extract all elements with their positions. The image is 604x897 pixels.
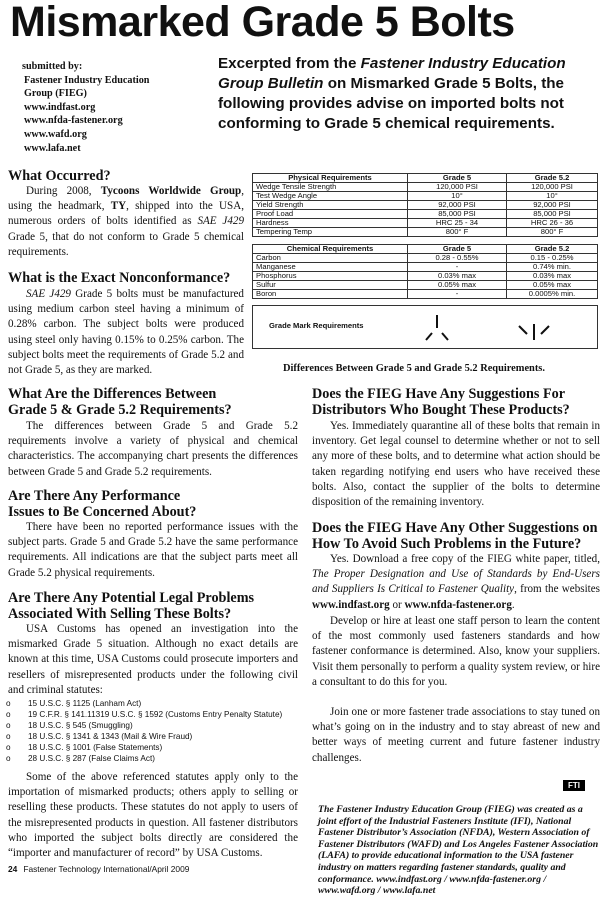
chemical-header-label: Chemical Requirements [253,245,408,254]
grade52-value: 0.0005% min. [507,290,598,299]
grade5-value: 10° [408,192,507,201]
grade52-value: 85,000 PSI [507,210,598,219]
grade52-value: 0.05% max [507,281,598,290]
grade5-value: 0.05% max [408,281,507,290]
grade52-header: Grade 5.2 [507,245,598,254]
list-item: o 15 U.S.C. § 1125 (Lanham Act) [6,699,142,708]
link-indfast[interactable]: www.indfast.org [24,101,96,113]
row-label: Proof Load [253,210,408,219]
para-suggestions: Yes. Immediately quarantine all of these bolts that remain in inventory. Get legal counsel to determine whether or not to sell any more of these bolts, and to determine what action should be taken regarding notifying end users who have received these bolts. Also, contact the supplier of the bolts to determine disposition of the remaining inventory. [312,420,600,509]
excerpt-intro: Excerpted from the Fastener Industry Education Group Bulletin on Mismarked Grade 5 Bolts, the following provides advise on imported bolts not conforming to Grade 5 chemical requirements. [218,55,566,132]
heading-nonconformance: What is the Exact Nonconformance? [8,270,231,286]
submitted-by-block [22,60,149,155]
row-label: Test Wedge Angle [253,192,408,201]
link-indfast-inline[interactable]: www.indfast.org [312,598,390,611]
publication-name: Fastener Technology International/April 2009 [23,864,190,874]
para-performance: There have been no reported performance issues with the subject parts. Grade 5 and Grade 5.2 have the same performance requirements. All indications are that the subject parts meet all Grade 5.2 physical requirements. [8,521,298,579]
row-label: Manganese [253,263,408,272]
para-legal-after: Some of the above referenced statutes apply only to the importation of mismarked products; others apply to selling or reselling these products. These statutes do not apply to users of the misrepresented products in question. All fastener distributors who imported the subject bolts directly are considered the “importer and manufacturer of record” by USA Customs. [8,771,298,860]
page-number: 24 [8,864,18,874]
org-name: Fastener Industry Education [24,74,150,86]
row-label: Yield Strength [253,201,408,210]
grade52-headmark-icon [515,312,553,344]
heading-other-suggestions: Does the FIEG Have Any Other Suggestions on How To Avoid Such Problems in the Future? [312,520,598,552]
grade-mark-label: Grade Mark Requirements [269,321,364,330]
grade52-value: 120,000 PSI [507,183,598,192]
grade52-value: 92,000 PSI [507,201,598,210]
row-label: Phosphorus [253,272,408,281]
page-footer [8,864,189,874]
grade5-value: - [408,290,507,299]
grade5-value: HRC 25 - 34 [408,219,507,228]
para-other-3: Join one or more fastener trade associations to stay tuned on what’s going on in the industry and to stay abreast of new and better ways of meeting current and future fastener industry challenges. [312,706,600,764]
para-other-1: Yes. Download a free copy of the FIEG white paper, titled, The Proper Designation and Use of Standards by End-Users and Suppliers Is Critical to Fastener Quality, from the websites www.indfast.org or www.nfda-fastener.org. [312,553,600,611]
para-nonconformance: SAE J429 Grade 5 bolts must be manufactured using medium carbon steel having a minimum of 0.28% carbon. The subject bolts were produced using steel only having 0.15% to 0.25% carbon. The subject bolts meet the requirements of Grade 5.2 and not Grade 5, as they are marked. [8,288,244,377]
grade52-value: 0.03% max [507,272,598,281]
link-wafd[interactable]: www.wafd.org [24,128,87,140]
physical-header-label: Physical Requirements [253,174,408,183]
grade-mark-requirements [252,305,598,349]
grade5-header: Grade 5 [408,245,507,254]
physical-requirements-table [252,173,598,237]
list-item: o 18 U.S.C. § 1341 & 1343 (Mail & Wire Fraud) [6,732,193,741]
grade52-value: HRC 26 - 36 [507,219,598,228]
link-lafa[interactable]: www.lafa.net [24,142,81,154]
row-label: Wedge Tensile Strength [253,183,408,192]
heading-what-occurred: What Occurred? [8,168,111,184]
grade5-value: 800° F [408,228,507,237]
grade5-headmark-icon [421,312,453,344]
row-label: Boron [253,290,408,299]
table-row [253,228,598,237]
list-item: o 18 U.S.C. § 1001 (False Statements) [6,743,163,752]
page-title: Mismarked Grade 5 Bolts [10,0,515,46]
grade5-value: 92,000 PSI [408,201,507,210]
para-other-2: Develop or hire at least one staff person to learn the content of the most commonly used fasteners standards and how fastener conformance is determined. Also, know your suppliers. Visit them personally to perform a quality system review, or hire a consultant to do this for you. [312,615,600,688]
requirements-chart [252,173,598,349]
heading-legal: Are There Any Potential Legal Problems Associated With Selling These Bolts? [8,590,255,622]
grade52-value: 0.15 - 0.25% [507,254,598,263]
row-label: Tempering Temp [253,228,408,237]
table-row [253,290,598,299]
row-label: Hardness [253,219,408,228]
org-abbrev: Group (FIEG) [24,88,87,100]
row-label: Carbon [253,254,408,263]
heading-performance: Are There Any Performance Issues to Be Concerned About? [8,488,197,520]
grade52-value: 0.74% min. [507,263,598,272]
grade52-value: 10° [507,192,598,201]
heading-suggestions: Does the FIEG Have Any Suggestions For Distributors Who Bought These Products? [312,386,570,418]
grade5-value: - [408,263,507,272]
list-item: o 28 U.S.C. § 287 (False Claims Act) [6,754,155,763]
fieg-note: The Fastener Industry Education Group (FIEG) was created as a joint effort of the Industrial Fasteners Institute (IFI), National Fastener Distributor’s Association (NFDA), Western Association of Fastener Distributors (WAFD) and Los Angeles Fastener Association (LAFA) to provide educational information to the USA fastener industry on matters regarding fastener standards, quality and conformance. www.indfast.org / www.nfda-fastener.org / www.wafd.org / www.lafa.net [318,804,599,897]
para-differences: The differences between Grade 5 and Grade 5.2 requirements involve a variety of physical and chemical characteristics. The accompanying chart presents the differences between Grade 5 and Grade 5.2 requirements. [8,420,298,478]
grade52-value: 800° F [507,228,598,237]
statutes-list [6,698,282,764]
grade5-value: 120,000 PSI [408,183,507,192]
heading-differences: What Are the Differences Between Grade 5 & Grade 5.2 Requirements? [8,386,232,418]
grade5-value: 0.28 - 0.55% [408,254,507,263]
grade5-header: Grade 5 [408,174,507,183]
chemical-requirements-table [252,244,598,299]
submitted-label: submitted by: [22,61,83,72]
row-label: Sulfur [253,281,408,290]
para-legal: USA Customs has opened an investigation into the mismarked Grade 5 situation. Although no exact details are known at this time, USA Customs could prosecute importers and resellers of misrepresented products under the following civil and criminal statutes: [8,623,298,696]
chart-caption: Differences Between Grade 5 and Grade 5.2 Requirements. [283,363,545,374]
fti-end-mark: FTI [563,780,585,791]
link-nfda-inline[interactable]: www.nfda-fastener.org [404,598,512,611]
para-what-occurred: During 2008, Tycoons Worldwide Group, using the headmark, TY, shipped into the USA, numerous orders of bolts identified as SAE J429 Grade 5, that do not conform to Grade 5 chemical requirements. [8,185,245,258]
list-item: o 18 U.S.C. § 545 (Smuggling) [6,721,133,730]
grade5-value: 85,000 PSI [408,210,507,219]
grade5-value: 0.03% max [408,272,507,281]
link-nfda[interactable]: www.nfda-fastener.org [24,115,123,127]
grade52-header: Grade 5.2 [507,174,598,183]
list-item: o 19 C.F.R. § 141.11319 U.S.C. § 1592 (Customs Entry Penalty Statute) [6,710,283,719]
